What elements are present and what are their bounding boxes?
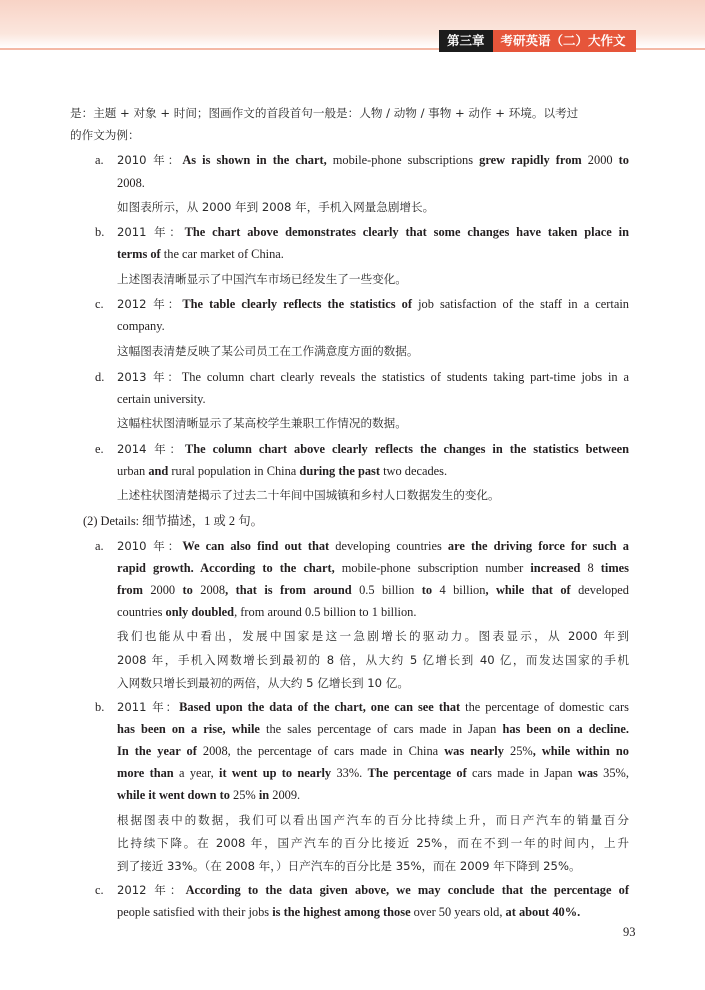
text-run: 8: [580, 561, 601, 575]
text-run: , while within no: [532, 744, 629, 758]
text-run: According to the data given above, we may conclude that the percentage of: [185, 883, 629, 897]
text-run: The column chart above clearly reflects the changes in the statistics between: [185, 442, 629, 456]
text-run: 35%,: [597, 766, 629, 780]
detail-b-translation-2: 比持续下降。在 2008 年，国产汽车的百分比接近 25%，而在不到一年的时间内，上升: [117, 836, 629, 850]
text-run: it went up to nearly: [219, 766, 332, 780]
text-run: 2014 年：: [117, 442, 185, 456]
example-d-line-1: [117, 368, 629, 386]
chapter-tab: [439, 30, 636, 52]
text-run: We can also find out that: [182, 539, 330, 553]
text-run: more than: [117, 766, 174, 780]
text-run: urban: [117, 464, 149, 478]
example-b-line-1: [117, 223, 629, 241]
text-run: at about 40%.: [505, 905, 581, 919]
chapter-title: 考研英语（二）大作文: [493, 30, 636, 52]
text-run: countries: [117, 605, 166, 619]
detail-label-a: a.: [95, 539, 104, 553]
example-d-translation: 这幅柱状图清晰显示了某高校学生兼职工作情况的数据。: [117, 416, 407, 430]
text-run: 2009.: [269, 788, 301, 802]
text-run: rural population in China: [168, 464, 300, 478]
text-run: Based upon the data of the chart, one can see that: [179, 700, 461, 714]
detail-c-line-2: [117, 903, 580, 921]
text-run: 25%: [229, 788, 259, 802]
detail-label-c: c.: [95, 883, 104, 897]
text-run: increased: [530, 561, 581, 575]
text-run: during the past: [299, 464, 380, 478]
text-run: 0.5 billion: [351, 583, 422, 597]
text-run: The chart above demonstrates clearly that some changes have taken place in: [184, 225, 629, 239]
text-run: developed: [570, 583, 629, 597]
text-run: cars made in Japan: [466, 766, 578, 780]
text-run: mobile-phone subscriptions: [326, 153, 480, 167]
example-b-line-2: [117, 245, 284, 263]
text-run: two decades.: [379, 464, 448, 478]
text-run: , from around 0.5 billion to 1 billion.: [234, 605, 417, 619]
detail-a-translation-1: 我们也能从中看出，发展中国家是这一急剧增长的驱动力。图表显示，从 2000 年到: [117, 629, 629, 643]
item-label-d: d.: [95, 370, 105, 384]
detail-b-line-3: [117, 742, 629, 760]
detail-a-line-3: [117, 581, 629, 599]
item-label-e: e.: [95, 442, 104, 456]
text-run: to: [618, 153, 629, 167]
text-run: is the highest among those: [272, 905, 411, 919]
example-b-translation: 上述图表清晰显示了中国汽车市场已经发生了一些变化。: [117, 272, 407, 286]
text-run: 2000: [581, 153, 619, 167]
detail-b-translation-3: 到了接近 33%。（在 2008 年，）日产汽车的百分比是 35%，而在 2009 年下降到 25%。: [117, 859, 581, 873]
text-run: , that is from around: [225, 583, 352, 597]
example-e-translation: 上述柱状图清楚揭示了过去二十年间中国城镇和乡村人口数据发生的变化。: [117, 488, 500, 502]
detail-a-line-4: [117, 603, 416, 621]
item-label-c: c.: [95, 297, 104, 311]
intro-line-1: 是：主题 + 对象 + 时间；图画作文的首段首句一般是：人物 / 动物 / 事物 + 动作 + 环境。以考过: [70, 106, 579, 120]
text-run: people satisfied with their jobs: [117, 905, 273, 919]
example-e-line-2: [117, 462, 447, 480]
detail-b-translation-1: 根据图表中的数据，我们可以看出国产汽车的百分比持续上升，而日产汽车的销量百分: [117, 813, 629, 827]
text-run: 2010 年：: [117, 153, 183, 167]
text-run: from: [117, 583, 143, 597]
detail-b-line-5: [117, 786, 300, 804]
text-run: 2012 年：: [117, 883, 186, 897]
item-label-b: b.: [95, 225, 105, 239]
text-run: 2011 年：: [117, 225, 185, 239]
text-run: 2000: [142, 583, 183, 597]
intro-line-2: 的作文为例：: [70, 128, 140, 142]
item-label-a: a.: [95, 153, 104, 167]
example-c-translation: 这幅图表清楚反映了某公司员工在工作满意度方面的数据。: [117, 344, 419, 358]
details-heading: (2) Details: 细节描述，1 或 2 句。: [83, 514, 263, 528]
text-run: The column chart clearly reveals the statistics of students taking part-time jobs in a: [181, 370, 629, 384]
detail-b-line-2: [117, 720, 629, 738]
text-run: terms of: [117, 247, 161, 261]
text-run: the percentage of domestic cars: [460, 700, 629, 714]
text-run: 2011 年：: [117, 700, 180, 714]
text-run: 2008: [192, 583, 226, 597]
text-run: the sales percentage of cars made in Japan: [259, 722, 503, 736]
example-a-line-2: 2008.: [117, 176, 145, 190]
detail-b-line-4: [117, 764, 629, 782]
text-run: to: [421, 583, 433, 597]
detail-c-line-1: [117, 881, 629, 899]
text-run: job satisfaction of the staff in a certain: [411, 297, 629, 311]
text-run: only doubled: [165, 605, 235, 619]
text-run: the car market of China.: [160, 247, 284, 261]
detail-a-translation-3: 入网数只增长到最初的两倍，从大约 5 亿增长到 10 亿。: [117, 676, 409, 690]
detail-a-translation-2: 2008 年，手机入网数增长到最初的 8 倍，从大约 5 亿增长到 40 亿，而发达国家的手机: [117, 653, 629, 667]
chapter-number: 第三章: [439, 30, 493, 52]
text-run: mobile-phone subscription number: [334, 561, 531, 575]
text-run: while it went down to: [117, 788, 230, 802]
text-run: was nearly: [444, 744, 504, 758]
text-run: 33%.: [331, 766, 368, 780]
text-run: in: [258, 788, 270, 802]
example-d-line-2: certain university.: [117, 392, 206, 406]
text-run: 25%: [503, 744, 533, 758]
text-run: are the driving force for such a: [447, 539, 629, 553]
text-run: , while that of: [485, 583, 571, 597]
text-run: grew rapidly from: [479, 153, 582, 167]
detail-a-line-1: [117, 537, 629, 555]
detail-a-line-2: [117, 559, 629, 577]
text-run: over 50 years old,: [410, 905, 506, 919]
text-run: 2010 年：: [117, 539, 183, 553]
example-a-line-1: [117, 151, 629, 169]
text-run: As is shown in the chart,: [182, 153, 327, 167]
page-number: 93: [623, 925, 636, 939]
text-run: 2012 年：: [117, 297, 183, 311]
text-run: 2008, the percentage of cars made in China: [196, 744, 445, 758]
text-run: 2013 年：: [117, 370, 182, 384]
detail-b-line-1: [117, 698, 629, 716]
text-run: to: [182, 583, 193, 597]
text-run: The table clearly reflects the statistics of: [182, 297, 412, 311]
text-run: a year,: [173, 766, 220, 780]
text-run: and: [148, 464, 169, 478]
text-run: 4 billion: [432, 583, 486, 597]
text-run: was: [577, 766, 598, 780]
example-c-line-2: company.: [117, 319, 165, 333]
text-run: rapid growth. According to the chart,: [117, 561, 335, 575]
text-run: The percentage of: [367, 766, 467, 780]
text-run: times: [600, 561, 629, 575]
text-run: has been on a rise, while: [117, 722, 260, 736]
text-run: In the year of: [117, 744, 197, 758]
detail-label-b: b.: [95, 700, 105, 714]
text-run: developing countries: [329, 539, 448, 553]
example-c-line-1: [117, 295, 629, 313]
text-run: has been on a decline.: [502, 722, 629, 736]
example-e-line-1: [117, 440, 629, 458]
example-a-translation: 如图表所示，从 2000 年到 2008 年，手机入网量急剧增长。: [117, 200, 435, 214]
